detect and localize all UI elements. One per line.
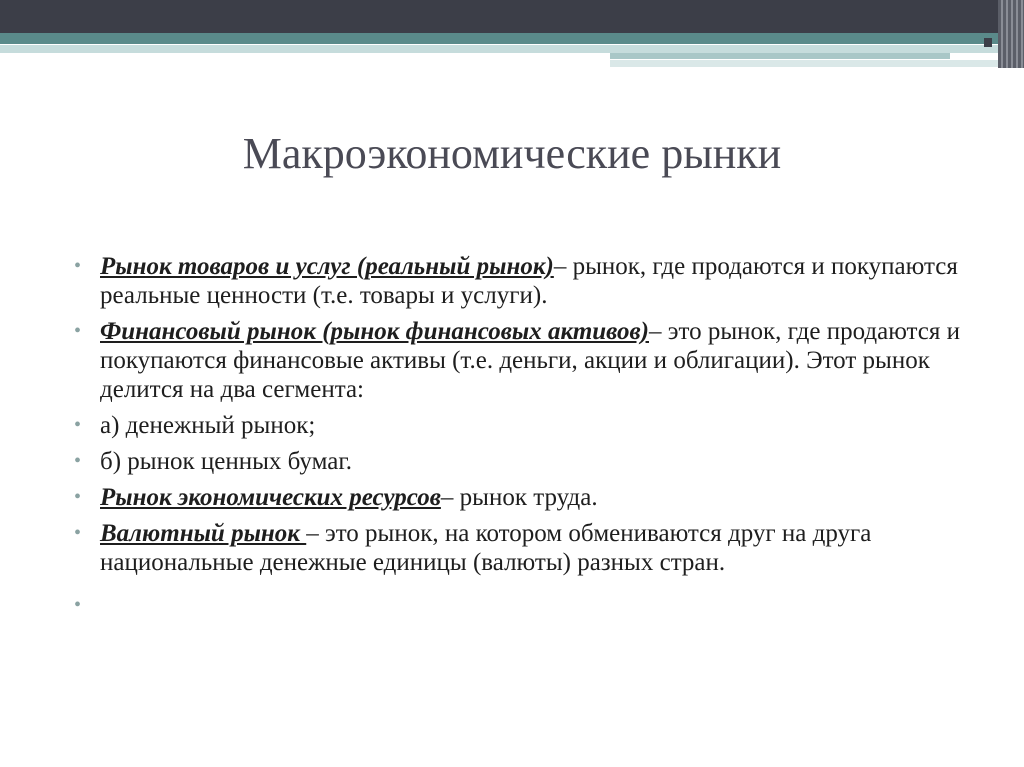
list-item-text: – рынок труда.	[440, 484, 598, 511]
list-item-term: Рынок экономических ресурсов	[100, 484, 441, 511]
bullet-list	[72, 252, 972, 616]
bullet-icon: •	[74, 486, 82, 508]
header-bar-light	[0, 45, 1024, 53]
list-item-text: – рынок, где продаются и покупаются реальные ценности (т.е. товары и услуги).	[100, 253, 958, 309]
bullet-icon: •	[74, 320, 82, 342]
corner-stripes-decoration	[998, 0, 1024, 68]
bullet-icon: •	[74, 450, 82, 472]
header-accent-bar	[610, 53, 950, 59]
header-accent-bar-light	[610, 60, 1024, 67]
bullet-icon: •	[74, 522, 82, 544]
bullet-icon: •	[74, 414, 82, 436]
list-item-term: Финансовый рынок (рынок финансовых активов)	[100, 318, 649, 345]
list-item	[72, 252, 972, 310]
slide-title: Макроэкономические рынки	[242, 129, 782, 178]
header-bar-dark	[0, 0, 1024, 33]
list-item	[72, 447, 972, 476]
list-item	[72, 519, 972, 577]
bullet-icon: •	[74, 255, 82, 277]
list-item-text: б) рынок ценных бумаг.	[100, 448, 353, 475]
bullet-icon: •	[74, 594, 82, 616]
list-item-text: а) денежный рынок;	[100, 412, 316, 439]
list-item	[72, 483, 972, 512]
list-item-text: – это рынок, где продаются и покупаются финансовые активы (т.е. деньги, акции и облигации). Этот рынок делится на два сегмента:	[100, 318, 960, 403]
list-item-term: Валютный рынок	[100, 520, 307, 547]
list-item	[72, 411, 972, 440]
corner-square-decoration	[984, 38, 992, 47]
list-item-text: – это рынок, на котором обмениваются друг на друга национальные денежные единицы (валюты) разных стран.	[100, 520, 872, 576]
list-item	[72, 317, 972, 404]
list-item-term: Рынок товаров и услуг (реальный рынок)	[100, 253, 554, 280]
